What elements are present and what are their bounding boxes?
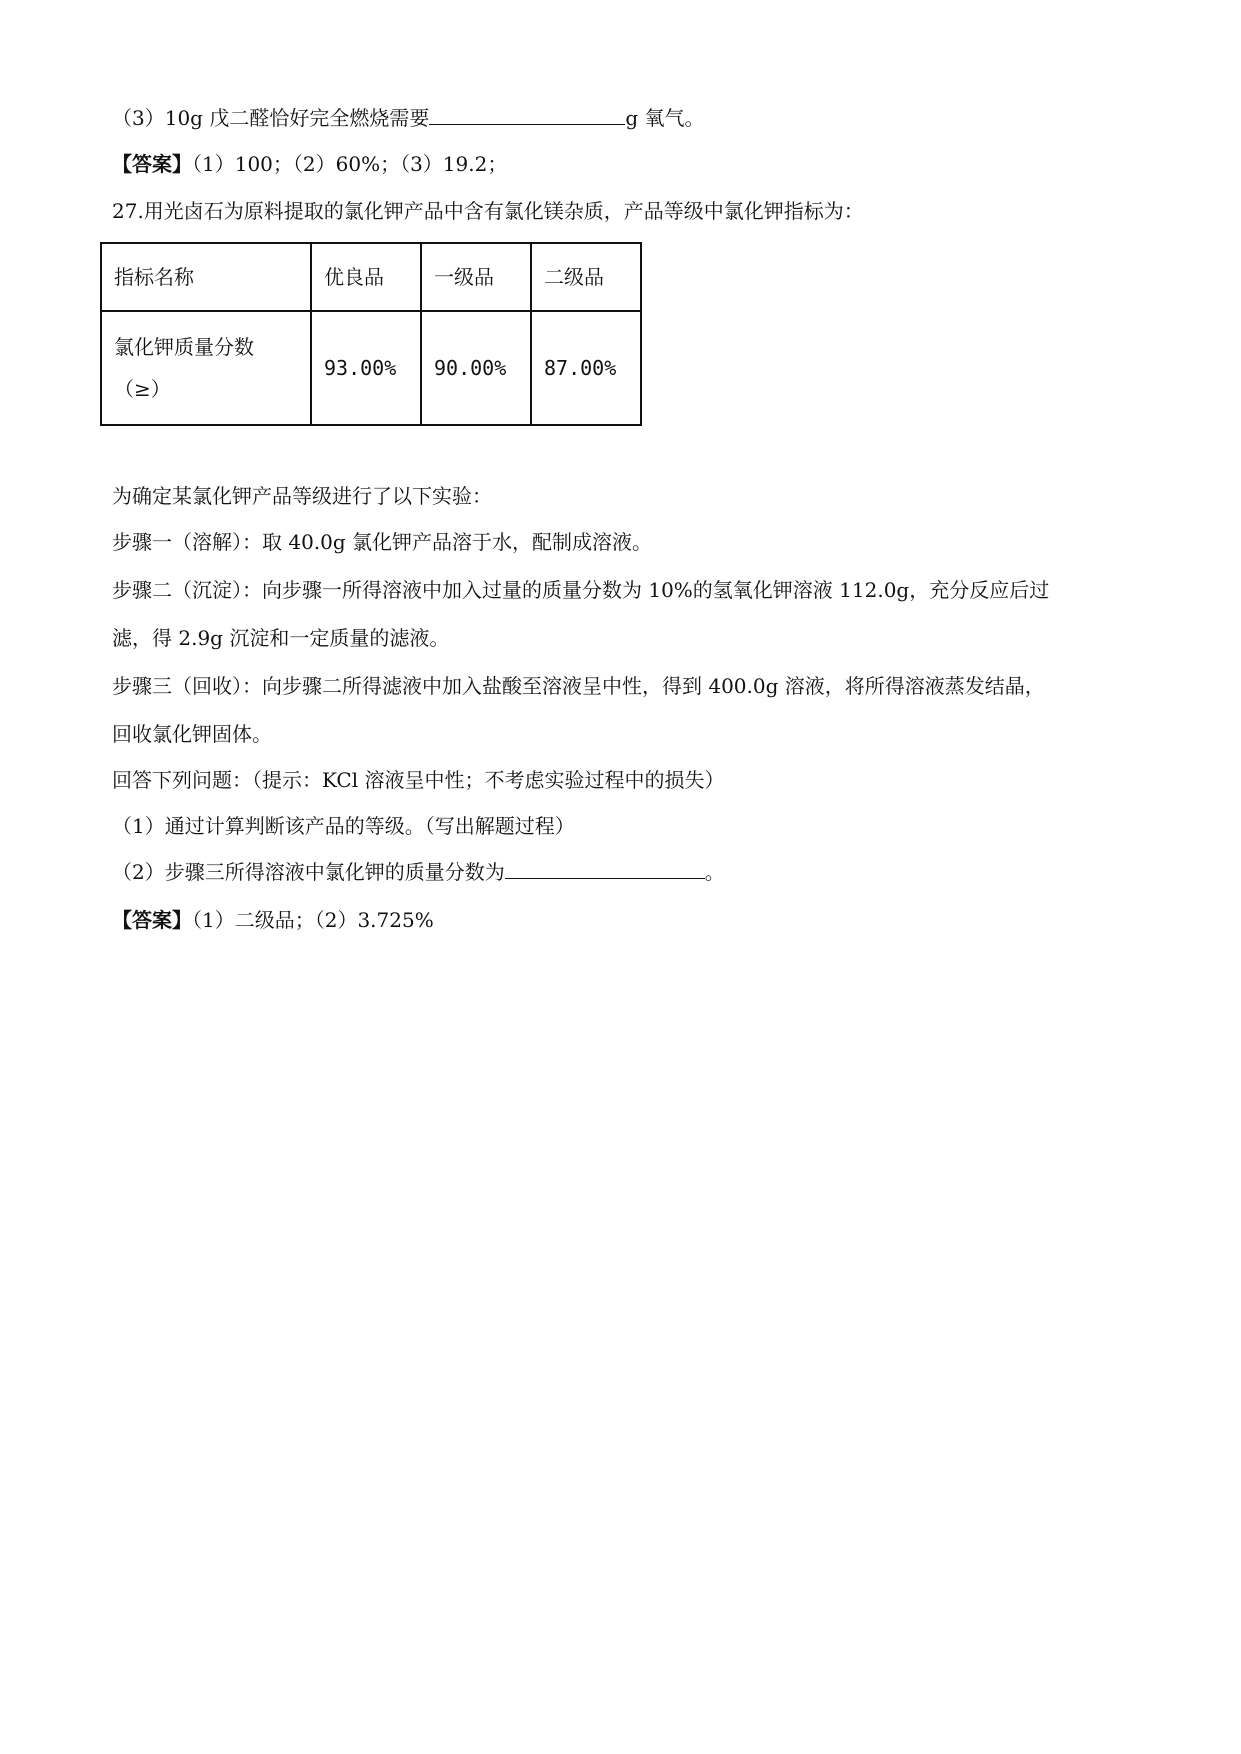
- table-header-cell: 一级品: [421, 243, 531, 311]
- q26-part3-text: （3）10g 戊二醛恰好完全燃烧需要: [112, 106, 430, 130]
- q26-answer: [112, 150, 507, 178]
- q27-step1: 步骤一（溶解）：取 40.0g 氯化钾产品溶于水，配制成溶液。: [112, 530, 653, 554]
- answer-blank[interactable]: [429, 104, 625, 125]
- table-header-row: [101, 243, 641, 311]
- q26-part3-unit: g 氧气。: [625, 106, 705, 130]
- answer-label: 【答案】: [112, 908, 192, 932]
- q27-step2-line2: 滤，得 2.9g 沉淀和一定质量的滤液。: [112, 626, 450, 650]
- table-header-cell: 二级品: [531, 243, 641, 311]
- row-label-line2: （≥）: [114, 377, 171, 401]
- table-header-cell: 优良品: [311, 243, 421, 311]
- table-cell: 87.00%: [531, 311, 641, 425]
- answer-text: （1）100；（2）60%；（3）19.2；: [192, 152, 508, 176]
- q26-part3: [112, 104, 705, 132]
- q27-lead: 为确定某氯化钾产品等级进行了以下实验：: [112, 484, 492, 508]
- table-row-label: [101, 311, 311, 425]
- table-cell: 93.00%: [311, 311, 421, 425]
- answer-text: （1）二级品；（2）3.725%: [192, 908, 434, 932]
- table-row: [101, 311, 641, 425]
- q27-q2: [112, 858, 725, 886]
- q27-questions: 回答下列问题：（提示：KCl 溶液呈中性；不考虑实验过程中的损失）: [112, 768, 725, 792]
- q27-q1: （1）通过计算判断该产品的等级。（写出解题过程）: [112, 814, 575, 838]
- row-label-line1: 氯化钾质量分数: [114, 335, 254, 359]
- table-cell: 90.00%: [421, 311, 531, 425]
- q27-step3-line2: 回收氯化钾固体。: [112, 722, 272, 746]
- q27-step2-line1: 步骤二（沉淀）：向步骤一所得溶液中加入过量的质量分数为 10%的氢氧化钾溶液 112.0g，充分反应后过: [112, 578, 1050, 602]
- grade-table: [100, 242, 642, 426]
- q27-q2-text: （2）步骤三所得溶液中氯化钾的质量分数为: [112, 860, 505, 884]
- answer-label: 【答案】: [112, 152, 192, 176]
- answer-blank[interactable]: [505, 858, 705, 879]
- q27-intro: 27.用光卤石为原料提取的氯化钾产品中含有氯化镁杂质，产品等级中氯化钾指标为：: [112, 199, 864, 223]
- q27-answer: [112, 906, 434, 934]
- q27-q2-end: 。: [704, 860, 725, 884]
- q27-step3-line1: 步骤三（回收）：向步骤二所得滤液中加入盐酸至溶液呈中性，得到 400.0g 溶液，将所得溶液蒸发结晶，: [112, 674, 1045, 698]
- table-header-cell: 指标名称: [101, 243, 311, 311]
